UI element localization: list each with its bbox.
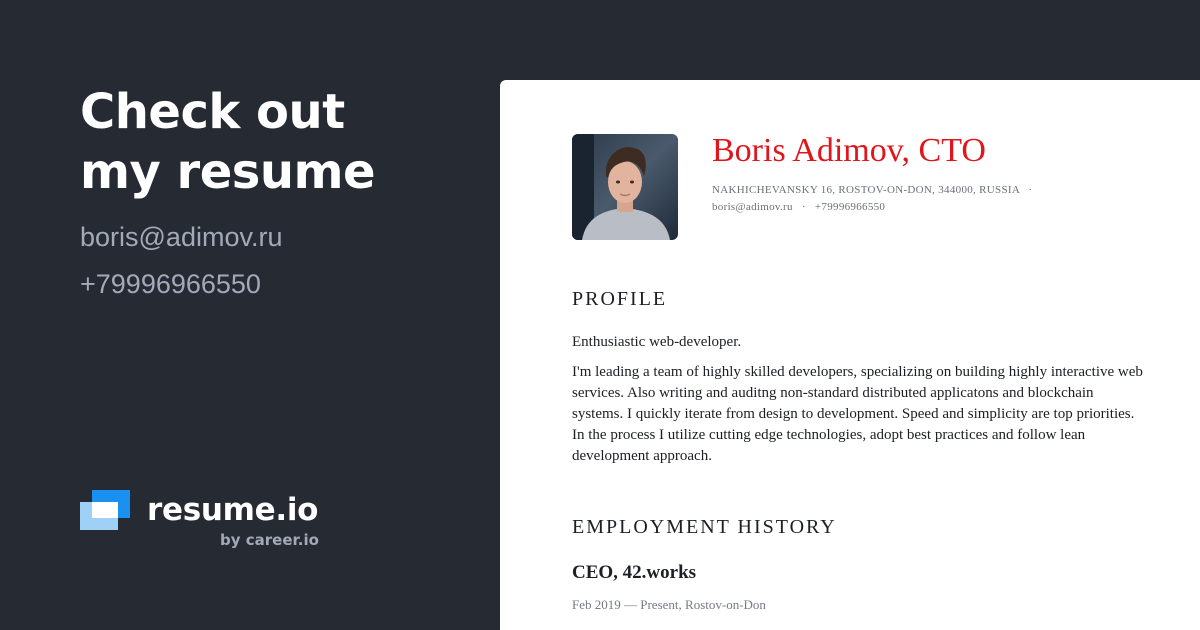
contact-email: boris@adimov.ru [80,222,283,252]
profile-heading: PROFILE [572,288,668,310]
profile-photo [572,134,678,240]
job-title: CEO, 42.works [572,562,697,583]
separator: · [801,201,806,213]
job-meta: Feb 2019 — Present, Rostov-on-Don [572,597,766,612]
headline-line-2: my resume [80,144,376,200]
employment-heading: EMPLOYMENT HISTORY [572,516,837,538]
resume-io-logo-icon [80,490,132,534]
resume-contact-line [712,182,1152,216]
headline-line-1: Check out [80,84,345,140]
resume-preview[interactable] [500,80,1200,630]
profile-summary: Enthusiastic web-developer. [572,334,742,350]
headline [80,82,460,202]
brand-name: resume.io [147,492,319,528]
separator: · [1028,184,1033,196]
resume-phone: +79996966550 [814,201,886,213]
brand-logo-link[interactable] [80,490,340,560]
contact-phone: +79996966550 [80,269,261,299]
avatar [572,134,678,240]
resume-address: NAKHICHEVANSKY 16, ROSTOV-ON-DON, 344000, RUSSIA [712,184,1020,196]
contact-block [80,214,460,308]
resume-email: boris@adimov.ru [712,201,793,213]
profile-body: I'm leading a team of highly skilled developers, specializing on building highly interactive web services. Also writing and auditng non-standard distributed applicatons and blockchain systems. I quickly iterate from design to development. Speed and simplicity are top priorities. In the process I utilize cutting edge technologies, adopt best practices and follow lean development approach. [572,364,1143,464]
banner [80,82,460,308]
brand-subtitle: by career.io [220,531,319,549]
resume-name: Boris Adimov, CTO [712,132,986,169]
